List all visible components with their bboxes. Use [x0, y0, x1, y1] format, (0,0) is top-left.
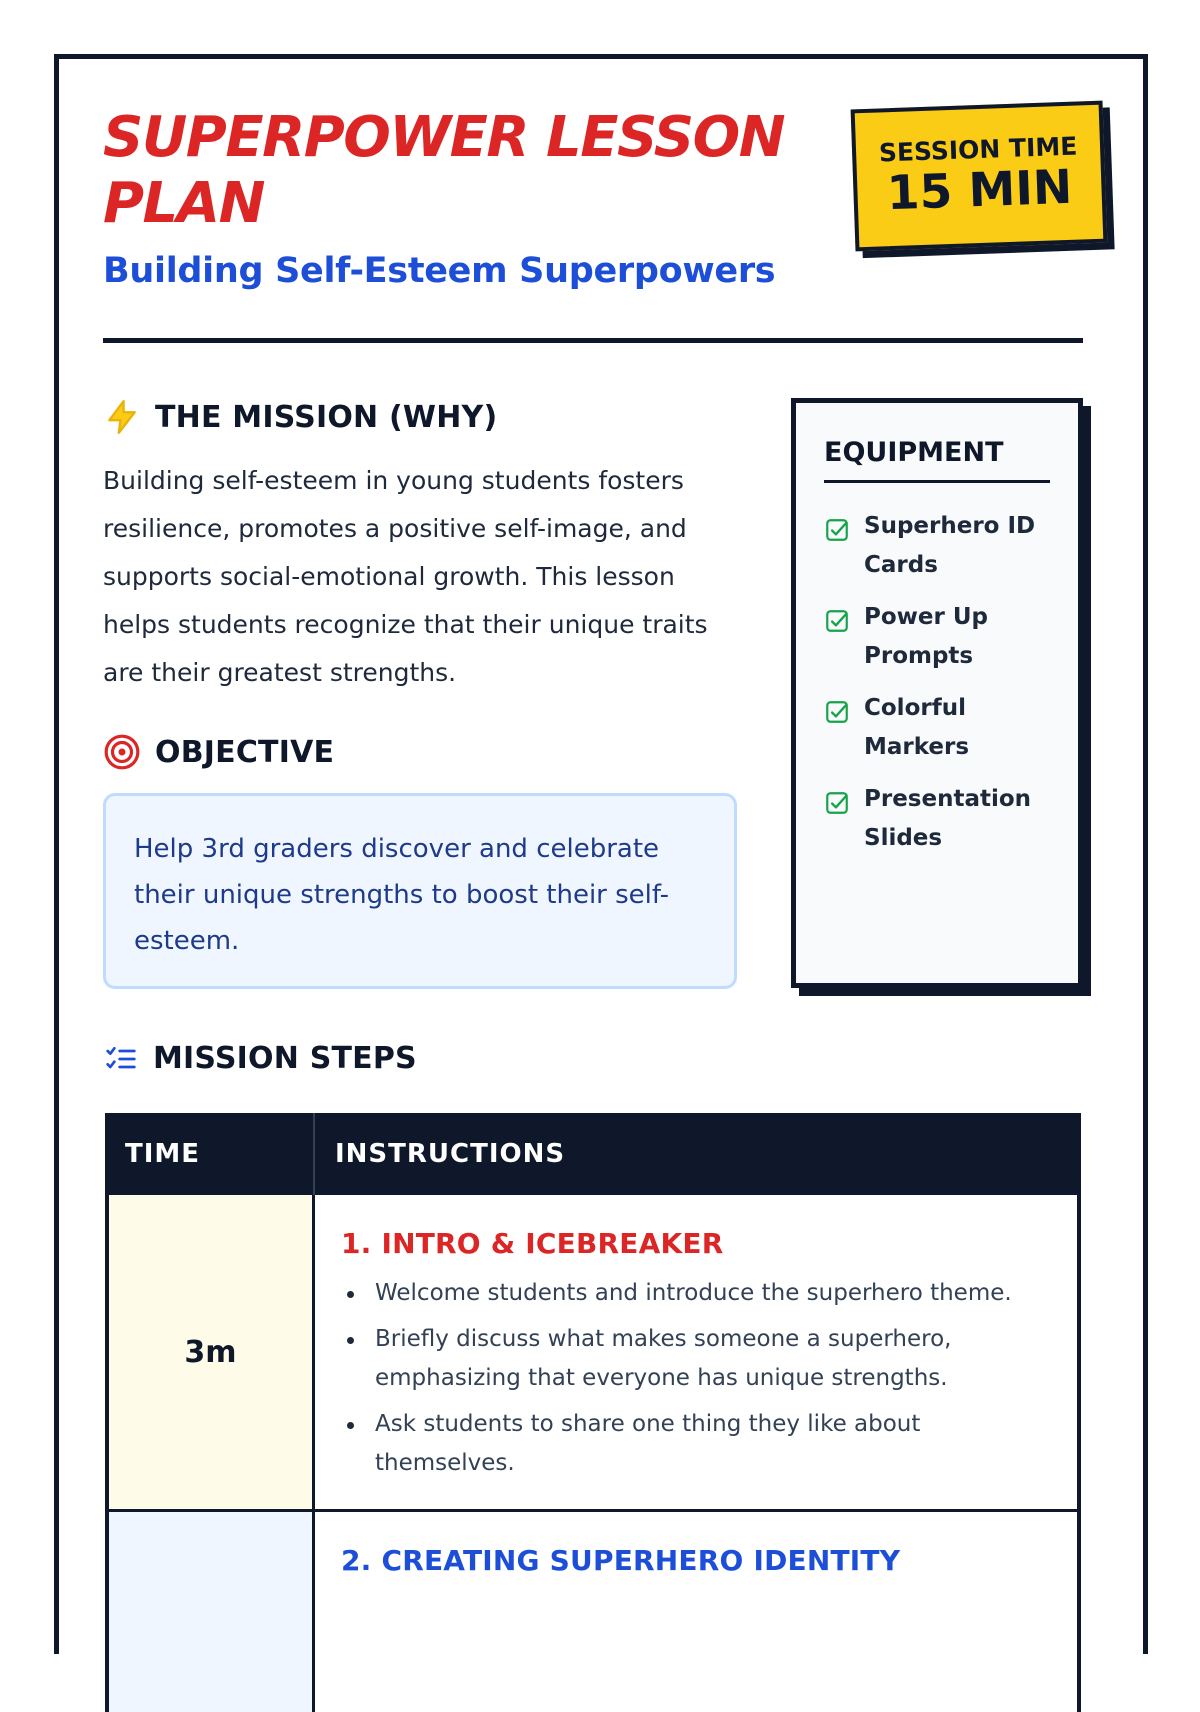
step-instructions [315, 1195, 1077, 1509]
checklist-icon [103, 1043, 139, 1075]
page-subtitle: Building Self-Esteem Superpowers [103, 251, 776, 291]
lightning-bolt-icon [103, 397, 141, 437]
checkbox-icon [824, 699, 850, 725]
step-title: 1. INTRO & ICEBREAKER [341, 1227, 724, 1260]
table-header [105, 1113, 1081, 1195]
steps-heading [103, 1041, 417, 1076]
equipment-item [824, 507, 1050, 585]
equipment-title: EQUIPMENT [824, 437, 1050, 483]
column-header-instructions: INSTRUCTIONS [335, 1139, 566, 1169]
header-divider [103, 338, 1083, 343]
objective-heading [103, 733, 334, 771]
page-title: SUPERPOWER LESSON PLAN [103, 105, 785, 236]
equipment-item [824, 780, 1050, 858]
session-time-label: SESSION TIME [878, 131, 1078, 167]
mission-text: Building self-esteem in young students fosters resilience, promotes a positive self-image, and supports social-emotional growth. This lesson helps students recognize that their unique traits are their greatest strengths. [103, 466, 708, 687]
table-row [105, 1512, 1081, 1712]
steps-table [105, 1113, 1081, 1712]
objective-box: Help 3rd graders discover and celebrate their unique strengths to boost their self-esteem. [103, 793, 737, 989]
checkbox-icon [824, 608, 850, 634]
session-time-badge [851, 101, 1108, 252]
equipment-list [824, 507, 1050, 858]
mission-heading-label: THE MISSION (WHY) [155, 399, 498, 435]
step-bullet: Briefly discuss what makes someone a superhero, emphasizing that everyone has unique strengths. [341, 1320, 1051, 1398]
mission-heading [103, 397, 497, 437]
badge-face [851, 101, 1108, 252]
step-bullet: Ask students to share one thing they like about themselves. [341, 1405, 1051, 1483]
steps-heading-label: MISSION STEPS [153, 1041, 417, 1076]
equipment-item [824, 689, 1050, 767]
step-title: 2. CREATING SUPERHERO IDENTITY [341, 1544, 901, 1577]
equipment-item-label: Superhero ID Cards [864, 513, 1036, 578]
step-time: 3m [109, 1195, 315, 1509]
lesson-plan-card [54, 54, 1148, 1654]
step-instructions [315, 1512, 1077, 1712]
step-bullets [341, 1274, 1051, 1483]
column-header-time: TIME [105, 1113, 315, 1195]
equipment-face [791, 398, 1083, 988]
objective-heading-label: OBJECTIVE [155, 734, 335, 770]
step-bullet: Welcome students and introduce the superhero theme. [341, 1274, 1051, 1313]
equipment-item-label: Power Up Prompts [864, 604, 988, 669]
table-row [105, 1195, 1081, 1512]
step-time [109, 1512, 315, 1712]
equipment-item-label: Presentation Slides [864, 786, 1032, 851]
equipment-item-label: Colorful Markers [864, 695, 970, 760]
equipment-panel [791, 398, 1083, 988]
equipment-item [824, 598, 1050, 676]
checkbox-icon [824, 790, 850, 816]
session-time-value: 15 MIN [885, 159, 1074, 221]
target-icon [103, 733, 141, 771]
checkbox-icon [824, 517, 850, 543]
